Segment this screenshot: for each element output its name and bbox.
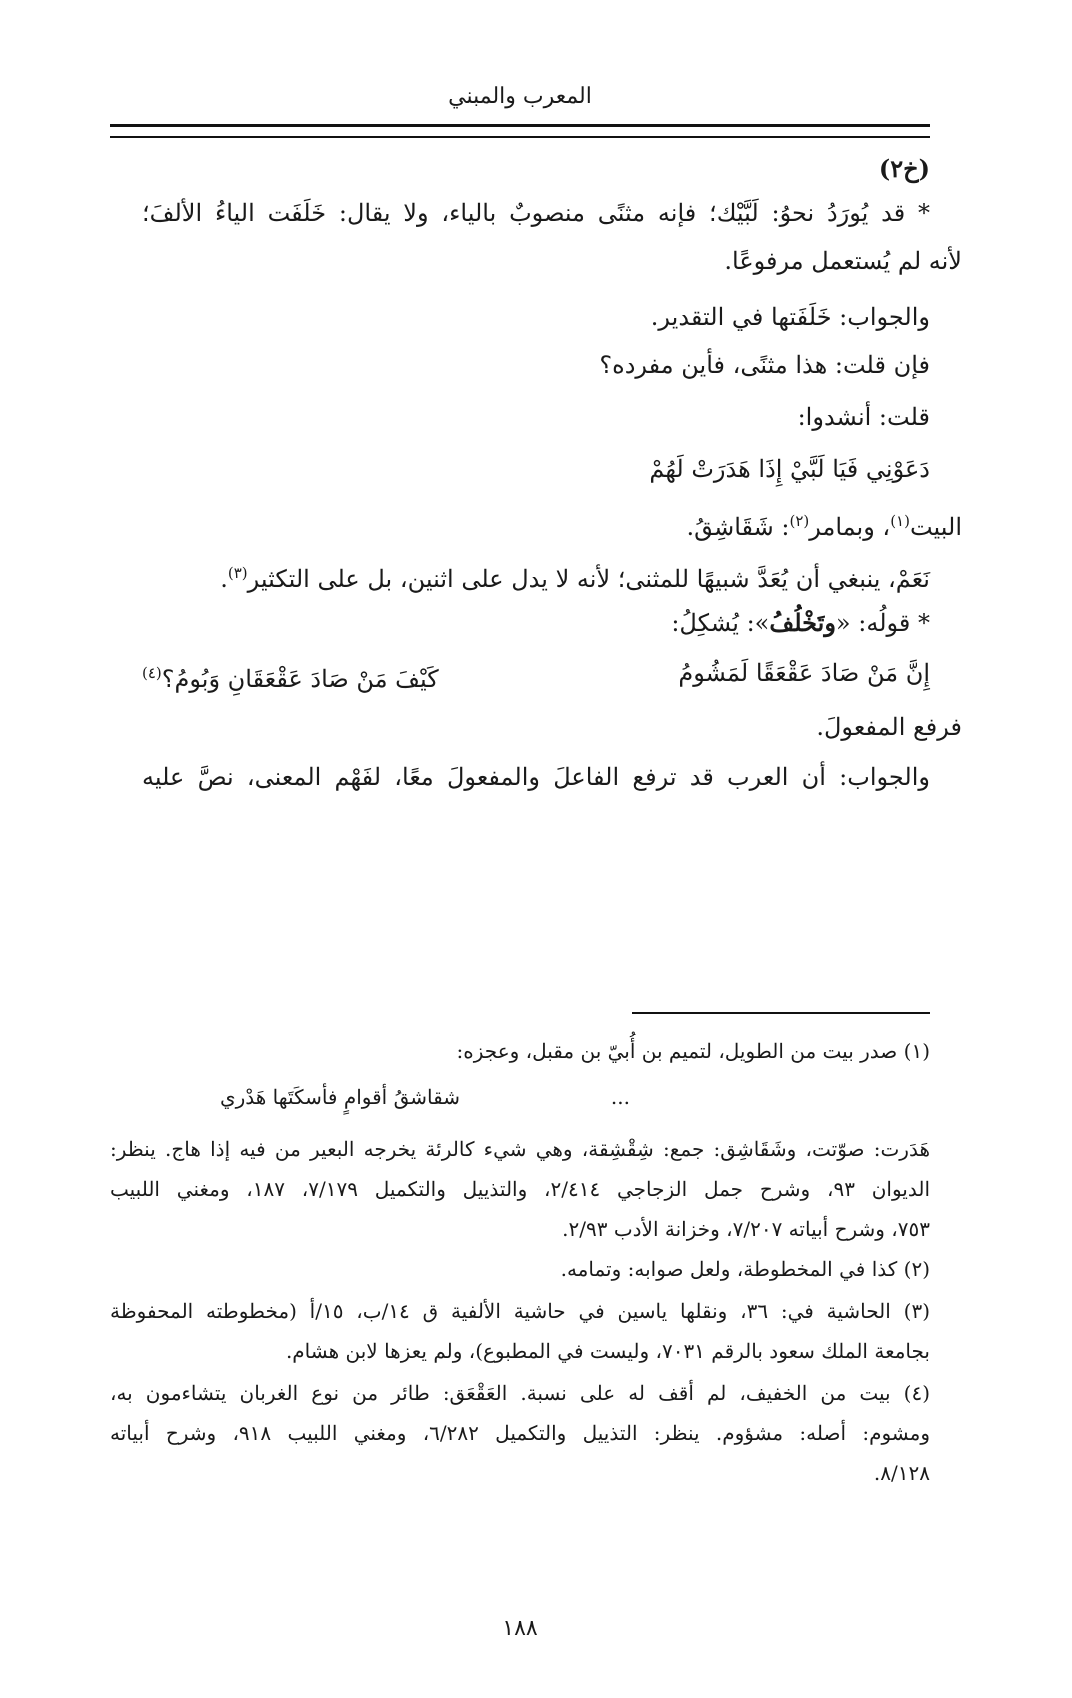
paragraph-1-line-2: لأنه لم يُستعمل مرفوعًا. xyxy=(724,247,962,275)
naam-end: . xyxy=(220,565,228,593)
footnote-1-verse-ellipsis: ... xyxy=(610,1085,630,1109)
footnote-1-line-5: ٧٥٣، وشرح أبياته ٧/٢٠٧، وخزانة الأدب ٢/٩٣. xyxy=(562,1217,930,1241)
footnote-1-line-3: هَدَرت: صوّتت، وشَقَاشِق: جمع: شِقْشِقة، وهي شيء كالرئة يخرجه البعير من فيه إذا هاج. ينظر: xyxy=(110,1137,930,1161)
header-rule-thick xyxy=(110,124,930,127)
naam-paragraph xyxy=(142,556,930,596)
verse-1-note xyxy=(142,504,962,544)
verse-2-first-hemistich: إِنَّ مَنْ صَادَ عَقْعَقًا لَمَشُومُ xyxy=(678,659,930,687)
verse-1-note-pre: البيت xyxy=(909,513,962,541)
footnote-ref-2: (٢) xyxy=(789,512,810,530)
verse-2-second-text: كَيْفَ مَنْ صَادَ عَقْعَقَانِ وَبُومُ؟ xyxy=(161,665,439,693)
footnote-4-line-2: ومشوم: أصله: مشؤوم. ينظر: التذييل والتكميل ٦/٢٨٢، ومغني اللبيب ٩١٨، وشرح أبياته xyxy=(110,1421,931,1445)
verse-1-note-mid: ، وبمامر xyxy=(809,513,891,541)
footnote-1-line-4: الديوان ٩٣، وشرح جمل الزجاجي ٢/٤١٤، والتذييل والتكميل ٧/١٧٩، ١٨٧، ومغني اللبيب xyxy=(110,1177,931,1201)
qawluhu-bold: وتَخْلُفُ xyxy=(769,608,836,637)
header-rule-thin xyxy=(110,136,930,138)
reply: قلت: أنشدوا: xyxy=(797,403,930,431)
footnote-3-line-1: (٣) الحاشية في: ٣٦، ونقلها ياسين في حاشية الألفية ق ١٤/ب، ١٥/أ (مخطوطته المحفوظة xyxy=(110,1299,931,1323)
answer-1: والجواب: خَلَفَتها في التقدير. xyxy=(650,303,930,331)
qawluhu-line xyxy=(142,606,930,640)
footnote-ref-4: (٤) xyxy=(142,664,162,682)
footnote-ref-1: (١) xyxy=(890,512,910,530)
paragraph-1-line-1: * قد يُورَدُ نحوُ: لَبَّيْك؛ فإنه مثنًى منصوبٌ بالياء، ولا يقال: خَلَفَت الياءُ الألفَ؛ xyxy=(142,199,930,227)
footnote-separator xyxy=(632,1012,930,1014)
section-marker: (خ٢) xyxy=(878,154,930,183)
page-number: ١٨٨ xyxy=(502,1616,538,1641)
verse-1: دَعَوْنِي فَيَا لَبَّيْ إِذَا هَدَرَتْ لَهُمْ xyxy=(649,455,930,483)
footnote-4-line-1: (٤) بيت من الخفيف، لم أقف له على نسبة. العَقْعَق: طائر من نوع الغربان يتشاءمون به، xyxy=(110,1381,930,1405)
verse-1-note-post: : شَقَاشِقُ. xyxy=(686,513,790,541)
footnote-3-line-2: بجامعة الملك سعود بالرقم ٧٠٣١، وليست في المطبوع)، ولم يعزها لابن هشام. xyxy=(285,1339,930,1363)
verse-2-second-hemistich xyxy=(142,656,439,696)
footnote-1-line-1: (١) صدر بيت من الطويل، لتميم بن أُبيّ بن مقبل، وعجزه: xyxy=(456,1039,930,1063)
qawluhu-post: »: يُشكِلُ: xyxy=(671,609,770,637)
raf-line: فرفع المفعولَ. xyxy=(816,713,962,741)
footnote-2: (٢) كذا في المخطوطة، ولعل صوابه: وتمامه. xyxy=(560,1257,930,1281)
naam-text: نَعَمْ، ينبغي أن يُعَدَّ شبيهًا للمثنى؛ لأنه لا يدل على اثنين، بل على التكثير xyxy=(247,565,930,593)
footnote-4-line-3: ٨/١٢٨. xyxy=(873,1461,930,1485)
question: فإن قلت: هذا مثنًى، فأين مفرده؟ xyxy=(599,351,930,379)
qawluhu-pre: * قولُه: « xyxy=(835,609,930,637)
answer-2: والجواب: أن العرب قد ترفع الفاعلَ والمفعولَ معًا، لفَهْم المعنى، نصَّ عليه xyxy=(142,763,930,791)
footnote-1-verse-hemistich: شقاشقُ أقوامٍ فأسكَتَها هَدْري xyxy=(219,1085,460,1109)
footnote-ref-3: (٣) xyxy=(227,564,248,582)
running-header: المعرب والمبني xyxy=(448,84,592,109)
